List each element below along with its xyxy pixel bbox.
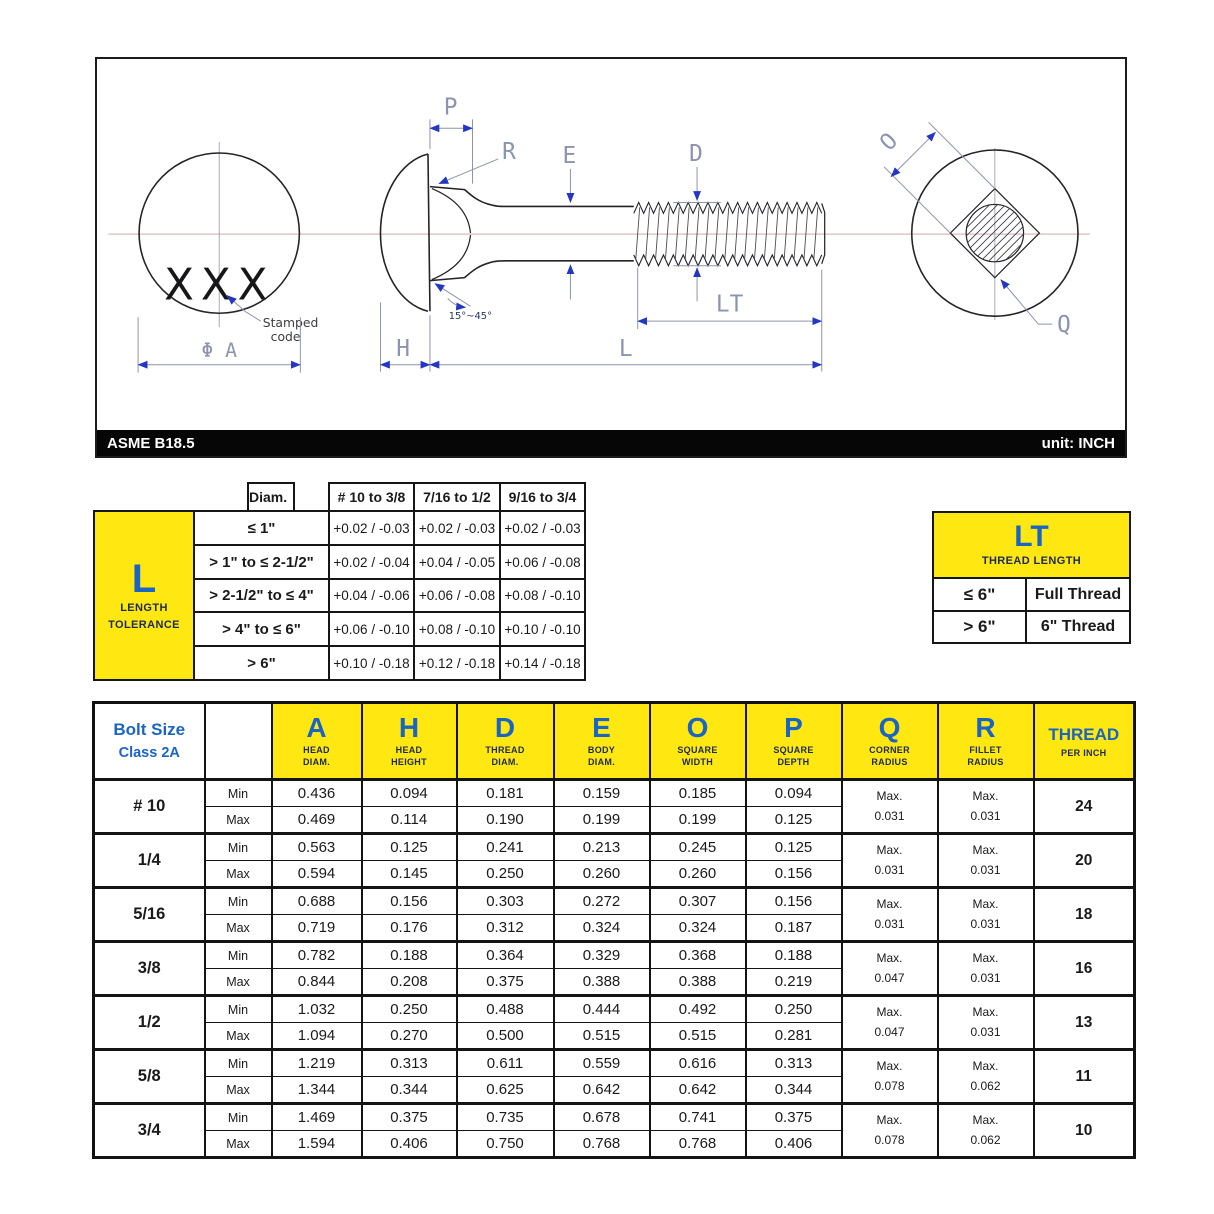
corner-radius-value: 0.031	[874, 916, 905, 931]
corner-radius-value: 0.031	[874, 808, 905, 823]
diam-col-header: 7/16 to 1/2	[413, 482, 501, 512]
spec-max-value-cell: 0.312	[457, 915, 554, 942]
lt-title-letter: LT	[1014, 520, 1049, 553]
column-sub1: BODY	[587, 744, 616, 755]
column-sub2: DIAM.	[588, 757, 615, 768]
column-sub2: WIDTH	[682, 757, 713, 768]
drawing-panel	[95, 57, 1127, 458]
bolt-size-header	[94, 703, 205, 780]
bolt-size-cell: 1/2	[94, 996, 205, 1050]
bolt-tip-cap	[822, 203, 825, 263]
spec-max-value-cell: 0.324	[650, 915, 746, 942]
lt-title-cell	[932, 511, 1131, 579]
thread-crest-bottom	[634, 255, 822, 266]
spec-min-value-cell: 0.436	[272, 780, 362, 807]
spec-max-value-cell: 0.375	[457, 969, 554, 996]
thread-length-table	[932, 511, 1133, 646]
lt-label: LT	[715, 291, 744, 318]
max-abbrev: Max.	[876, 1005, 903, 1020]
spec-min-value-cell: 0.185	[650, 780, 746, 807]
spec-max-value-cell: 0.208	[362, 969, 457, 996]
spec-min-value-cell: 0.375	[746, 1104, 842, 1131]
column-header-h	[362, 703, 457, 780]
spec-max-value-cell: 0.500	[457, 1023, 554, 1050]
tolerance-value-cell: +0.02 / -0.03	[413, 510, 501, 546]
max-abbrev: Max.	[972, 951, 999, 966]
fillet-radius-cell	[938, 942, 1034, 996]
corner-radius-value: 0.078	[874, 1078, 905, 1093]
thread-per-inch-cell: 24	[1034, 780, 1135, 834]
tolerance-value-cell: +0.04 / -0.06	[328, 578, 415, 613]
min-label-cell: Min	[205, 942, 272, 969]
corner-radius-value: 0.078	[874, 1132, 905, 1147]
spec-min-value-cell: 0.368	[650, 942, 746, 969]
column-sub2: RADIUS	[871, 757, 908, 768]
e-label: E	[562, 142, 577, 169]
spec-max-value-cell: 0.594	[272, 861, 362, 888]
spec-max-value-cell: 0.190	[457, 807, 554, 834]
spec-max-value-cell: 0.768	[554, 1131, 650, 1158]
spec-max-value-cell: 0.344	[362, 1077, 457, 1104]
tolerance-value-cell: +0.02 / -0.04	[328, 544, 415, 580]
spec-min-value-cell: 0.375	[362, 1104, 457, 1131]
o-ext-right	[929, 122, 995, 188]
bolt-size-cell: 5/16	[94, 888, 205, 942]
diam-header-cell: Diam.	[247, 482, 295, 512]
max-abbrev: Max.	[972, 897, 999, 912]
spec-min-value-cell: 1.032	[272, 996, 362, 1023]
stamped-code-label-2: code	[270, 329, 301, 344]
column-letter: H	[398, 712, 420, 743]
column-header-o	[650, 703, 746, 780]
spec-min-value-cell: 0.188	[746, 942, 842, 969]
max-abbrev: Max.	[972, 843, 999, 858]
spec-min-value-cell: 0.563	[272, 834, 362, 861]
r-leader	[439, 159, 498, 184]
spec-max-value-cell: 0.260	[554, 861, 650, 888]
shank-section-hatching	[922, 201, 1064, 264]
title-bar	[97, 430, 1125, 456]
column-letter: R	[975, 712, 996, 743]
tolerance-value-cell: +0.02 / -0.03	[499, 510, 586, 546]
column-letter: P	[784, 712, 803, 743]
dimension-spec-table	[92, 701, 1136, 1159]
spec-max-value-cell: 0.388	[554, 969, 650, 996]
fillet-radius-value: 0.031	[970, 808, 1001, 823]
spec-min-value-cell: 0.125	[362, 834, 457, 861]
l-title-sub1: LENGTH	[120, 602, 168, 614]
max-abbrev: Max.	[876, 951, 903, 966]
thread-per-inch-cell: 16	[1034, 942, 1135, 996]
max-label-cell: Max	[205, 915, 272, 942]
max-label-cell: Max	[205, 1077, 272, 1104]
thread-flank-lines	[636, 207, 818, 259]
length-range-cell: > 1" to ≤ 2-1/2"	[193, 544, 330, 580]
column-sub1: HEAD	[303, 744, 330, 755]
fillet-radius-cell	[938, 1104, 1034, 1158]
head-bearing-face	[428, 154, 430, 311]
spec-max-value-cell: 0.642	[650, 1077, 746, 1104]
spec-min-value-cell: 0.159	[554, 780, 650, 807]
tolerance-value-cell: +0.12 / -0.18	[413, 645, 501, 681]
spec-max-value-cell: 0.642	[554, 1077, 650, 1104]
max-abbrev: Max.	[876, 1113, 903, 1128]
corner-radius-cell	[842, 888, 938, 942]
square-corner-curve-top	[432, 189, 471, 234]
minmax-header-blank	[205, 703, 272, 780]
angle-note-text: 15°~45°	[448, 311, 493, 323]
spec-min-value-cell: 0.188	[362, 942, 457, 969]
spec-min-value-cell: 0.213	[554, 834, 650, 861]
fillet-radius-cell	[938, 996, 1034, 1050]
spec-min-value-cell: 0.688	[272, 888, 362, 915]
spec-max-value-cell: 0.388	[650, 969, 746, 996]
stamped-code-label-1: Stamped	[262, 316, 319, 331]
length-range-cell: > 2-1/2" to ≤ 4"	[193, 578, 330, 613]
spec-min-value-cell: 0.364	[457, 942, 554, 969]
spec-max-value-cell: 1.094	[272, 1023, 362, 1050]
tolerance-value-cell: +0.06 / -0.10	[328, 611, 415, 647]
spec-min-value-cell: 0.156	[362, 888, 457, 915]
column-sub2: DIAM.	[491, 757, 519, 768]
spec-max-value-cell: 0.187	[746, 915, 842, 942]
max-abbrev: Max.	[876, 897, 903, 912]
bolt-size-line1: Bolt Size	[113, 720, 186, 740]
bolt-size-cell: 1/4	[94, 834, 205, 888]
fillet-radius-value: 0.031	[970, 916, 1001, 931]
spec-max-value-cell: 0.156	[746, 861, 842, 888]
spec-min-value-cell: 0.094	[746, 780, 842, 807]
spec-max-value-cell: 0.125	[746, 807, 842, 834]
spec-min-value-cell: 0.782	[272, 942, 362, 969]
column-letter: A	[306, 712, 327, 743]
spec-max-value-cell: 0.270	[362, 1023, 457, 1050]
column-sub1: HEAD	[395, 744, 423, 755]
tolerance-value-cell: +0.08 / -0.10	[413, 611, 501, 647]
max-label-cell: Max	[205, 861, 272, 888]
thread-length-range-cell: ≤ 6"	[932, 577, 1027, 612]
stamped-code-leader	[245, 311, 261, 321]
spec-min-value-cell: 0.250	[362, 996, 457, 1023]
l-label: L	[618, 335, 633, 362]
column-sub1: SQUARE	[677, 744, 718, 755]
bolt-size-cell: 3/4	[94, 1104, 205, 1158]
max-label-cell: Max	[205, 1131, 272, 1158]
o-dim-line	[891, 132, 936, 177]
column-letter: D	[494, 712, 516, 743]
spec-max-value-cell: 0.844	[272, 969, 362, 996]
column-header-e	[554, 703, 650, 780]
corner-radius-cell	[842, 1104, 938, 1158]
unit-note: unit: INCH	[1041, 434, 1115, 452]
angle-note-arc	[448, 298, 466, 307]
max-abbrev: Max.	[972, 1005, 999, 1020]
corner-radius-cell	[842, 996, 938, 1050]
spec-max-value-cell: 0.145	[362, 861, 457, 888]
phi-a-label: Φ A	[201, 338, 238, 362]
thread-per-inch-cell: 11	[1034, 1050, 1135, 1104]
diam-col-header: 9/16 to 3/4	[499, 482, 586, 512]
o-ext-left	[884, 167, 950, 233]
column-sub2: RADIUS	[967, 757, 1004, 768]
l-tolerance-title-cell	[93, 510, 195, 681]
spec-min-value-cell: 1.469	[272, 1104, 362, 1131]
bolt-size-cell: 3/8	[94, 942, 205, 996]
column-header-r	[938, 703, 1034, 780]
spec-min-value-cell: 0.272	[554, 888, 650, 915]
thread-per-inch-cell: 20	[1034, 834, 1135, 888]
q-label: Q	[1057, 312, 1071, 339]
spec-max-value-cell: 1.594	[272, 1131, 362, 1158]
max-abbrev: Max.	[972, 1059, 999, 1074]
spec-min-value-cell: 0.094	[362, 780, 457, 807]
spec-max-value-cell: 0.176	[362, 915, 457, 942]
spec-max-value-cell: 0.515	[650, 1023, 746, 1050]
max-abbrev: Max.	[972, 789, 999, 804]
corner-radius-value: 0.047	[874, 970, 905, 985]
spec-min-value-cell: 0.307	[650, 888, 746, 915]
spec-max-value-cell: 0.324	[554, 915, 650, 942]
corner-radius-cell	[842, 1050, 938, 1104]
fillet-radius-cell	[938, 888, 1034, 942]
spec-max-value-cell: 0.344	[746, 1077, 842, 1104]
max-abbrev: Max.	[972, 1113, 999, 1128]
spec-min-value-cell: 0.678	[554, 1104, 650, 1131]
max-abbrev: Max.	[876, 843, 903, 858]
spec-min-value-cell: 0.303	[457, 888, 554, 915]
square-corner-curve-bottom	[432, 235, 471, 280]
thread-length-value-cell: 6" Thread	[1025, 610, 1131, 644]
spec-min-value-cell: 0.611	[457, 1050, 554, 1077]
fillet-radius-value: 0.062	[970, 1078, 1001, 1093]
spec-min-value-cell: 0.313	[362, 1050, 457, 1077]
fillet-radius-cell	[938, 780, 1034, 834]
column-letter: E	[592, 712, 611, 743]
tolerance-value-cell: +0.10 / -0.10	[499, 611, 586, 647]
max-abbrev: Max.	[876, 1059, 903, 1074]
thread-length-value-cell: Full Thread	[1025, 577, 1131, 612]
spec-max-value-cell: 0.406	[746, 1131, 842, 1158]
column-header-p	[746, 703, 842, 780]
fillet-radius-value: 0.031	[970, 1024, 1001, 1039]
spec-min-value-cell: 0.735	[457, 1104, 554, 1131]
carriage-bolt-drawing	[97, 59, 1125, 430]
column-letter: Q	[878, 712, 901, 743]
max-label-cell: Max	[205, 969, 272, 996]
spec-max-value-cell: 0.114	[362, 807, 457, 834]
thread-per-inch-cell: 13	[1034, 996, 1135, 1050]
min-label-cell: Min	[205, 996, 272, 1023]
fillet-radius-value: 0.031	[970, 862, 1001, 877]
square-neck-bottom	[430, 261, 634, 281]
spec-max-value-cell: 0.281	[746, 1023, 842, 1050]
length-tolerance-table	[93, 482, 590, 683]
spec-min-value-cell: 0.156	[746, 888, 842, 915]
thread-header-line2: PER INCH	[1061, 748, 1107, 759]
column-header-thread	[1034, 703, 1135, 780]
min-label-cell: Min	[205, 834, 272, 861]
max-abbrev: Max.	[876, 789, 903, 804]
max-label-cell: Max	[205, 1023, 272, 1050]
spec-min-value-cell: 0.741	[650, 1104, 746, 1131]
length-range-cell: ≤ 1"	[193, 510, 330, 546]
fillet-radius-value: 0.031	[970, 970, 1001, 985]
spec-min-value-cell: 0.488	[457, 996, 554, 1023]
thread-per-inch-cell: 18	[1034, 888, 1135, 942]
bolt-size-line2: Class 2A	[118, 745, 180, 762]
head-dome-profile	[380, 154, 427, 311]
column-sub1: FILLET	[969, 744, 1002, 755]
column-sub2: DEPTH	[777, 757, 810, 768]
spec-min-value-cell: 0.125	[746, 834, 842, 861]
column-header-d	[457, 703, 554, 780]
thread-crest-top	[634, 202, 822, 213]
fillet-radius-value: 0.062	[970, 1132, 1001, 1147]
spec-max-value-cell: 0.199	[554, 807, 650, 834]
spec-max-value-cell: 0.469	[272, 807, 362, 834]
spec-max-value-cell: 0.515	[554, 1023, 650, 1050]
min-label-cell: Min	[205, 1050, 272, 1077]
min-label-cell: Min	[205, 780, 272, 807]
corner-radius-cell	[842, 942, 938, 996]
tolerance-value-cell: +0.04 / -0.05	[413, 544, 501, 580]
standard-designation: ASME B18.5	[107, 434, 195, 452]
thread-length-range-cell: > 6"	[932, 610, 1027, 644]
tolerance-value-cell: +0.10 / -0.18	[328, 645, 415, 681]
corner-radius-cell	[842, 780, 938, 834]
spec-min-value-cell: 0.444	[554, 996, 650, 1023]
spec-min-value-cell: 1.219	[272, 1050, 362, 1077]
spec-max-value-cell: 0.625	[457, 1077, 554, 1104]
p-label: P	[443, 94, 458, 121]
spec-max-value-cell: 0.219	[746, 969, 842, 996]
column-sub1: CORNER	[869, 744, 910, 755]
column-letter: O	[686, 712, 709, 743]
thread-header-line1: THREAD	[1048, 724, 1120, 744]
spec-max-value-cell: 1.344	[272, 1077, 362, 1104]
spec-min-value-cell: 0.492	[650, 996, 746, 1023]
length-range-cell: > 4" to ≤ 6"	[193, 611, 330, 647]
corner-radius-value: 0.031	[874, 862, 905, 877]
corner-radius-cell	[842, 834, 938, 888]
lt-title-sub: THREAD LENGTH	[981, 554, 1082, 567]
r-label: R	[502, 138, 516, 165]
tolerance-value-cell: +0.06 / -0.08	[413, 578, 501, 613]
bolt-size-cell: 5/8	[94, 1050, 205, 1104]
tolerance-value-cell: +0.14 / -0.18	[499, 645, 586, 681]
max-label-cell: Max	[205, 807, 272, 834]
tolerance-value-cell: +0.08 / -0.10	[499, 578, 586, 613]
fillet-radius-cell	[938, 1050, 1034, 1104]
column-sub1: SQUARE	[773, 744, 814, 755]
spec-min-value-cell: 0.181	[457, 780, 554, 807]
bolt-size-cell: # 10	[94, 780, 205, 834]
thread-per-inch-cell: 10	[1034, 1104, 1135, 1158]
min-label-cell: Min	[205, 1104, 272, 1131]
spec-min-value-cell: 0.313	[746, 1050, 842, 1077]
fillet-radius-cell	[938, 834, 1034, 888]
d-label: D	[689, 140, 703, 167]
l-title-sub2: TOLERANCE	[108, 618, 180, 631]
spec-min-value-cell: 0.329	[554, 942, 650, 969]
stamp-marking: XXX	[164, 260, 275, 311]
min-label-cell: Min	[205, 888, 272, 915]
spec-min-value-cell: 0.559	[554, 1050, 650, 1077]
spec-max-value-cell: 0.406	[362, 1131, 457, 1158]
spec-min-value-cell: 0.616	[650, 1050, 746, 1077]
column-header-a	[272, 703, 362, 780]
tolerance-value-cell: +0.06 / -0.08	[499, 544, 586, 580]
spec-min-value-cell: 0.241	[457, 834, 554, 861]
column-sub2: HEIGHT	[391, 757, 427, 768]
spec-max-value-cell: 0.260	[650, 861, 746, 888]
spec-max-value-cell: 0.250	[457, 861, 554, 888]
length-range-cell: > 6"	[193, 645, 330, 681]
diam-col-header: # 10 to 3/8	[328, 482, 415, 512]
spec-max-value-cell: 0.750	[457, 1131, 554, 1158]
q-leader	[1001, 280, 1039, 325]
column-header-q	[842, 703, 938, 780]
h-label: H	[396, 335, 411, 362]
o-label: O	[874, 128, 904, 157]
square-neck-top	[430, 187, 634, 207]
column-sub1: THREAD	[485, 744, 525, 755]
tolerance-value-cell: +0.02 / -0.03	[328, 510, 415, 546]
spec-min-value-cell: 0.245	[650, 834, 746, 861]
spec-max-value-cell: 0.199	[650, 807, 746, 834]
column-sub2: DIAM.	[303, 757, 330, 768]
l-title-letter: L	[131, 557, 157, 601]
corner-radius-value: 0.047	[874, 1024, 905, 1039]
spec-min-value-cell: 0.250	[746, 996, 842, 1023]
spec-max-value-cell: 0.768	[650, 1131, 746, 1158]
spec-max-value-cell: 0.719	[272, 915, 362, 942]
